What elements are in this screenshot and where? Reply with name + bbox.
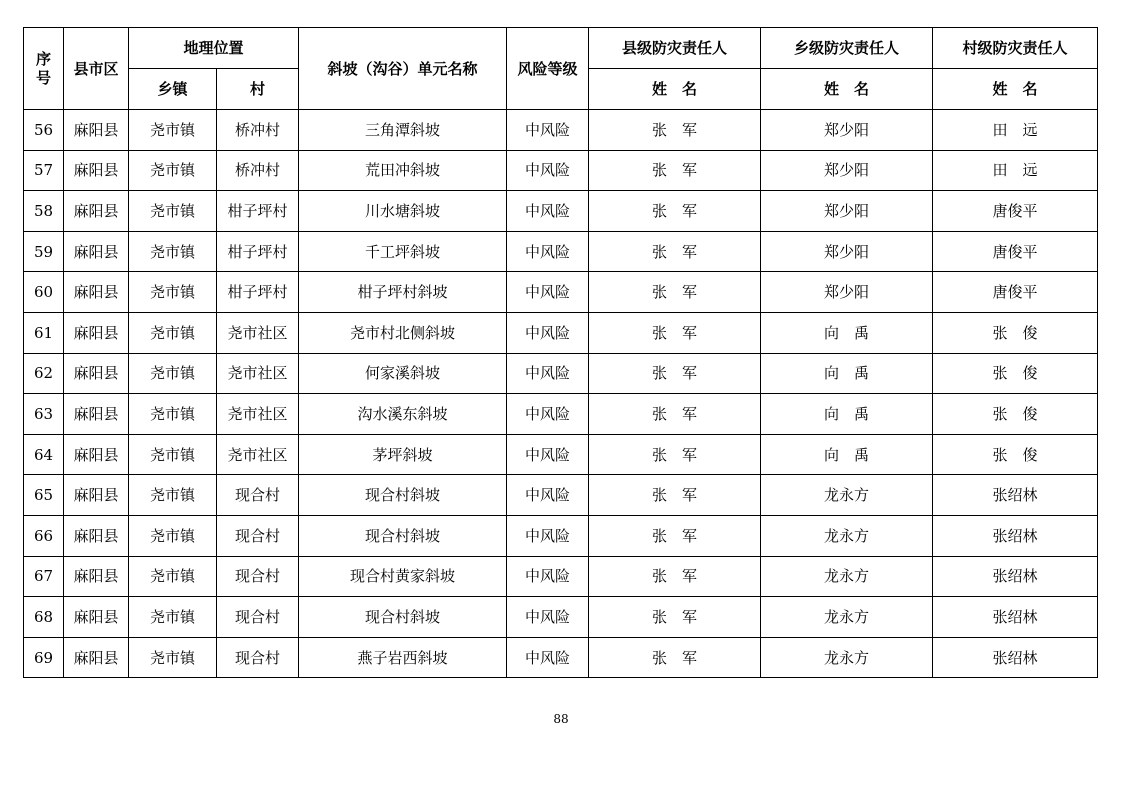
header-seq — [24, 28, 64, 110]
cell-risk-level: 中风险 — [507, 434, 589, 475]
cell-slope-name: 沟水溪东斜坡 — [299, 394, 507, 435]
header-risk-level: 风险等级 — [507, 28, 589, 110]
cell-village-person: 田 远 — [933, 110, 1098, 151]
cell-no: 67 — [24, 556, 64, 597]
cell-county-person: 张 军 — [589, 353, 761, 394]
cell-slope-name: 尧市村北侧斜坡 — [299, 312, 507, 353]
cell-no: 69 — [24, 637, 64, 678]
cell-no: 65 — [24, 475, 64, 516]
cell-village: 柑子坪村 — [217, 231, 299, 272]
cell-no: 60 — [24, 272, 64, 313]
cell-no: 61 — [24, 312, 64, 353]
cell-township-person: 郑少阳 — [761, 150, 933, 191]
table-row — [24, 515, 1098, 556]
cell-county-person: 张 军 — [589, 191, 761, 232]
cell-county: 麻阳县 — [64, 231, 129, 272]
cell-risk-level: 中风险 — [507, 110, 589, 151]
cell-slope-name: 现合村黄家斜坡 — [299, 556, 507, 597]
cell-township-person: 向 禹 — [761, 353, 933, 394]
cell-no: 57 — [24, 150, 64, 191]
cell-risk-level: 中风险 — [507, 475, 589, 516]
header-county-responsible: 县级防灾责任人 — [589, 28, 761, 69]
cell-township-person: 向 禹 — [761, 312, 933, 353]
table-row — [24, 597, 1098, 638]
table-row — [24, 312, 1098, 353]
cell-slope-name: 何家溪斜坡 — [299, 353, 507, 394]
cell-village: 尧市社区 — [217, 434, 299, 475]
cell-village-person: 张绍林 — [933, 637, 1098, 678]
cell-county: 麻阳县 — [64, 515, 129, 556]
cell-county: 麻阳县 — [64, 353, 129, 394]
cell-county: 麻阳县 — [64, 110, 129, 151]
cell-risk-level: 中风险 — [507, 312, 589, 353]
cell-village-person: 唐俊平 — [933, 191, 1098, 232]
table-header — [24, 28, 1098, 110]
cell-no: 59 — [24, 231, 64, 272]
cell-county: 麻阳县 — [64, 150, 129, 191]
cell-village: 尧市社区 — [217, 394, 299, 435]
cell-village-person: 唐俊平 — [933, 272, 1098, 313]
cell-township: 尧市镇 — [129, 272, 217, 313]
cell-township: 尧市镇 — [129, 150, 217, 191]
cell-township: 尧市镇 — [129, 597, 217, 638]
cell-village-person: 张绍林 — [933, 597, 1098, 638]
cell-village: 尧市社区 — [217, 312, 299, 353]
cell-village-person: 张绍林 — [933, 475, 1098, 516]
cell-village: 现合村 — [217, 475, 299, 516]
cell-township-person: 向 禹 — [761, 394, 933, 435]
cell-township-person: 龙永方 — [761, 475, 933, 516]
cell-no: 68 — [24, 597, 64, 638]
cell-township-person: 龙永方 — [761, 515, 933, 556]
cell-township-person: 向 禹 — [761, 434, 933, 475]
cell-village-person: 张绍林 — [933, 515, 1098, 556]
header-county: 县市区 — [64, 28, 129, 110]
cell-county-person: 张 军 — [589, 150, 761, 191]
table-row — [24, 394, 1098, 435]
cell-slope-name: 现合村斜坡 — [299, 515, 507, 556]
cell-risk-level: 中风险 — [507, 150, 589, 191]
cell-slope-name: 燕子岩西斜坡 — [299, 637, 507, 678]
cell-village: 柑子坪村 — [217, 191, 299, 232]
cell-risk-level: 中风险 — [507, 556, 589, 597]
cell-risk-level: 中风险 — [507, 353, 589, 394]
cell-risk-level: 中风险 — [507, 191, 589, 232]
table-row — [24, 191, 1098, 232]
cell-village: 现合村 — [217, 637, 299, 678]
table-row — [24, 231, 1098, 272]
cell-slope-name: 茅坪斜坡 — [299, 434, 507, 475]
cell-slope-name: 三角潭斜坡 — [299, 110, 507, 151]
header-township: 乡镇 — [129, 69, 217, 110]
cell-village: 桥冲村 — [217, 150, 299, 191]
cell-county: 麻阳县 — [64, 597, 129, 638]
cell-county: 麻阳县 — [64, 312, 129, 353]
cell-village-person: 张 俊 — [933, 394, 1098, 435]
cell-no: 63 — [24, 394, 64, 435]
cell-county-person: 张 军 — [589, 231, 761, 272]
cell-township-person: 郑少阳 — [761, 191, 933, 232]
cell-risk-level: 中风险 — [507, 231, 589, 272]
cell-township: 尧市镇 — [129, 312, 217, 353]
cell-township: 尧市镇 — [129, 434, 217, 475]
cell-county-person: 张 军 — [589, 272, 761, 313]
cell-township: 尧市镇 — [129, 231, 217, 272]
cell-county-person: 张 军 — [589, 515, 761, 556]
cell-county-person: 张 军 — [589, 637, 761, 678]
header-township-name: 姓 名 — [761, 69, 933, 110]
cell-township: 尧市镇 — [129, 394, 217, 435]
cell-township: 尧市镇 — [129, 353, 217, 394]
cell-township: 尧市镇 — [129, 556, 217, 597]
cell-county: 麻阳县 — [64, 556, 129, 597]
cell-village-person: 张绍林 — [933, 556, 1098, 597]
cell-county: 麻阳县 — [64, 434, 129, 475]
header-village: 村 — [217, 69, 299, 110]
cell-county: 麻阳县 — [64, 272, 129, 313]
cell-risk-level: 中风险 — [507, 637, 589, 678]
cell-village-person: 张 俊 — [933, 434, 1098, 475]
cell-county: 麻阳县 — [64, 191, 129, 232]
disaster-responsibility-table — [23, 27, 1098, 678]
cell-county-person: 张 军 — [589, 597, 761, 638]
cell-slope-name: 现合村斜坡 — [299, 597, 507, 638]
header-township-responsible: 乡级防灾责任人 — [761, 28, 933, 69]
cell-township-person: 龙永方 — [761, 597, 933, 638]
cell-risk-level: 中风险 — [507, 394, 589, 435]
cell-no: 66 — [24, 515, 64, 556]
cell-village: 桥冲村 — [217, 110, 299, 151]
cell-risk-level: 中风险 — [507, 597, 589, 638]
cell-county-person: 张 军 — [589, 475, 761, 516]
cell-township: 尧市镇 — [129, 110, 217, 151]
table-row — [24, 556, 1098, 597]
cell-slope-name: 现合村斜坡 — [299, 475, 507, 516]
table-row — [24, 272, 1098, 313]
cell-county: 麻阳县 — [64, 394, 129, 435]
cell-village-person: 张 俊 — [933, 353, 1098, 394]
cell-village-person: 张 俊 — [933, 312, 1098, 353]
cell-township: 尧市镇 — [129, 515, 217, 556]
header-seq-line2: 号 — [35, 68, 51, 87]
cell-county-person: 张 军 — [589, 312, 761, 353]
table-row — [24, 475, 1098, 516]
cell-township-person: 郑少阳 — [761, 110, 933, 151]
cell-slope-name: 荒田冲斜坡 — [299, 150, 507, 191]
cell-village-person: 田 远 — [933, 150, 1098, 191]
header-village-responsible: 村级防灾责任人 — [933, 28, 1098, 69]
header-village-name: 姓 名 — [933, 69, 1098, 110]
cell-county-person: 张 军 — [589, 394, 761, 435]
cell-county: 麻阳县 — [64, 637, 129, 678]
header-seq-line1: 序 — [35, 49, 51, 68]
cell-township-person: 郑少阳 — [761, 272, 933, 313]
cell-township: 尧市镇 — [129, 191, 217, 232]
cell-no: 64 — [24, 434, 64, 475]
cell-county-person: 张 军 — [589, 556, 761, 597]
cell-slope-name: 川水塘斜坡 — [299, 191, 507, 232]
cell-village: 柑子坪村 — [217, 272, 299, 313]
cell-village-person: 唐俊平 — [933, 231, 1098, 272]
cell-village: 现合村 — [217, 556, 299, 597]
table-row — [24, 110, 1098, 151]
cell-village: 现合村 — [217, 597, 299, 638]
header-county-name: 姓 名 — [589, 69, 761, 110]
header-slope-name: 斜坡（沟谷）单元名称 — [299, 28, 507, 110]
table-row — [24, 353, 1098, 394]
cell-slope-name: 千工坪斜坡 — [299, 231, 507, 272]
cell-no: 56 — [24, 110, 64, 151]
cell-no: 62 — [24, 353, 64, 394]
cell-risk-level: 中风险 — [507, 272, 589, 313]
cell-county-person: 张 军 — [589, 110, 761, 151]
cell-township: 尧市镇 — [129, 637, 217, 678]
table-row — [24, 150, 1098, 191]
header-location: 地理位置 — [129, 28, 299, 69]
table-row — [24, 434, 1098, 475]
cell-county: 麻阳县 — [64, 475, 129, 516]
cell-risk-level: 中风险 — [507, 515, 589, 556]
cell-township: 尧市镇 — [129, 475, 217, 516]
page-number: 88 — [553, 712, 569, 726]
table-row — [24, 637, 1098, 678]
cell-township-person: 龙永方 — [761, 637, 933, 678]
cell-township-person: 郑少阳 — [761, 231, 933, 272]
cell-township-person: 龙永方 — [761, 556, 933, 597]
cell-village: 尧市社区 — [217, 353, 299, 394]
cell-county-person: 张 军 — [589, 434, 761, 475]
cell-village: 现合村 — [217, 515, 299, 556]
cell-no: 58 — [24, 191, 64, 232]
table-body — [24, 110, 1098, 678]
cell-slope-name: 柑子坪村斜坡 — [299, 272, 507, 313]
header-row-1 — [24, 28, 1098, 69]
